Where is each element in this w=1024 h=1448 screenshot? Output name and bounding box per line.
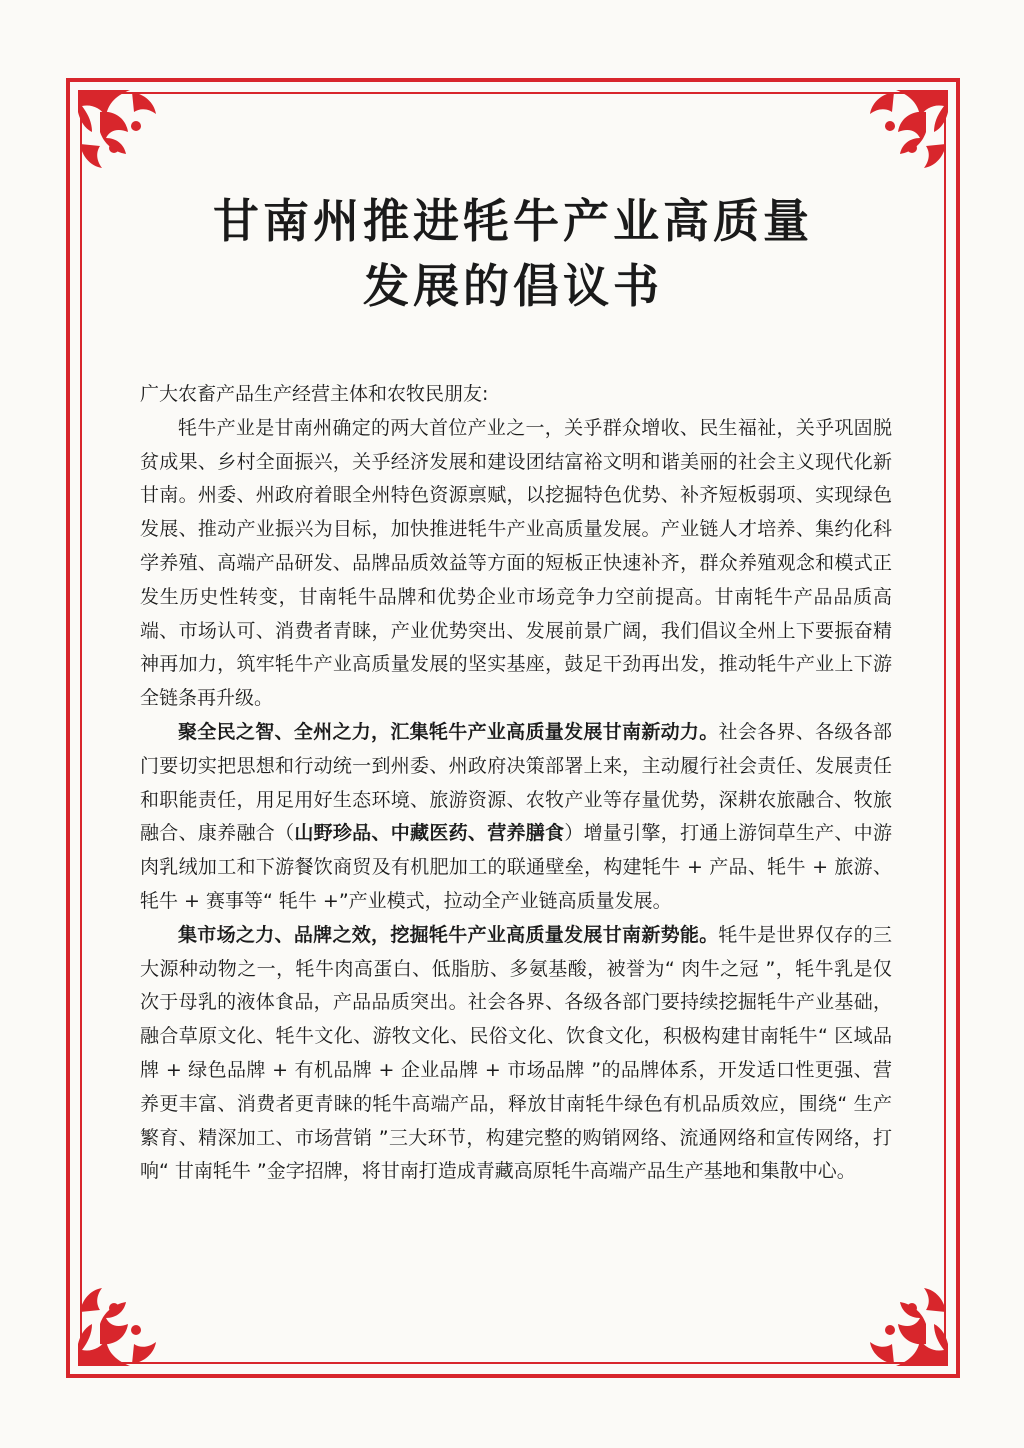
paragraph-2-emphasis: 山野珍品、中藏医药、营养膳食 bbox=[294, 822, 565, 845]
paragraph-2-lead: 聚全民之智、全州之力，汇集牦牛产业高质量发展甘南新动力。 bbox=[178, 720, 719, 743]
paragraph-2-tail: ）增量引擎，打通上游饲草生产、中游肉乳绒加工和下游餐饮商贸及有机肥加工的联通壁垒，构建牦牛 + 产品、牦牛 + 旅游、牦牛 + 赛事等“ 牦牛 +”产业模式，拉动全产业链高质量发展。 bbox=[140, 822, 892, 912]
corner-ornament-bottom-right bbox=[836, 1254, 956, 1374]
salutation: 广大农畜产品生产经营主体和农牧民朋友: bbox=[140, 383, 489, 405]
corner-ornament-bottom-left bbox=[70, 1254, 190, 1374]
paragraph-2 bbox=[140, 716, 892, 919]
paragraph-1 bbox=[140, 412, 892, 716]
corner-ornament-top-left bbox=[70, 82, 190, 202]
document-title-line-1: 甘南州推进牦牛产业高质量 bbox=[213, 194, 813, 248]
paragraph-1-text: 牦牛产业是甘南州确定的两大首位产业之一，关乎群众增收、民生福祉，关乎巩固脱贫成果、乡村全面振兴，关乎经济发展和建设团结富裕文明和谐美丽的社会主义现代化新甘南。州委、州政府着眼全州特色资源禀赋，以挖掘特色优势、补齐短板弱项、实现绿色发展、推动产业振兴为目标，加快推进牦牛产业高质量发展。产业链人才培养、集约化科学养殖、高端产品研发、品牌品质效益等方面的短板正快速补齐，群众养殖观念和模式正发生历史性转变，甘南牦牛品牌和优势企业市场竞争力空前提高。甘南牦牛产品品质高端、市场认可、消费者青睐，产业优势突出、发展前景广阔，我们倡议全州上下要振奋精神再加力，筑牢牦牛产业高质量发展的坚实基座，鼓足干劲再出发，推动牦牛产业上下游全链条再升级。 bbox=[140, 416, 892, 710]
corner-ornament-top-right bbox=[836, 82, 956, 202]
paragraph-2-text: 社会各界、各级各部门要切实把思想和行动统一到州委、州政府决策部署上来，主动履行社会责任、发展责任和职能责任，用足用好生态环境、旅游资源、农牧产业等存量优势，深耕农旅融合、牧旅融合、康养融合（ bbox=[140, 720, 892, 845]
paragraph-3-text: 牦牛是世界仅存的三大源种动物之一，牦牛肉高蛋白、低脂肪、多氨基酸，被誉为“ 肉牛之冠 ”，牦牛乳是仅次于母乳的液体食品，产品品质突出。社会各界、各级各部门要持续挖掘牦牛产业基础，融合草原文化、牦牛文化、游牧文化、民俗文化、饮食文化，积极构建甘南牦牛“ 区域品牌 + 绿色品牌 + 有机品牌 + 企业品牌 + 市场品牌 ”的品牌体系，开发适口性更强、营养更丰富、消费者更青睐的牦牛高端产品，释放甘南牦牛绿色有机品质效应，围绕“ 生产繁育、精深加工、市场营销 ”三大环节，构建完整的购销网络、流通网络和宣传网络，打响“ 甘南牦牛 ”金字招牌，将甘南打造成青藏高原牦牛高端产品生产基地和集散中心。 bbox=[140, 923, 892, 1183]
document-title-line-2: 发展的倡议书 bbox=[363, 259, 663, 313]
document-body bbox=[140, 378, 892, 1189]
paragraph-3-lead: 集市场之力、品牌之效，挖掘牦牛产业高质量发展甘南新势能。 bbox=[178, 923, 719, 946]
paragraph-3 bbox=[140, 919, 892, 1189]
